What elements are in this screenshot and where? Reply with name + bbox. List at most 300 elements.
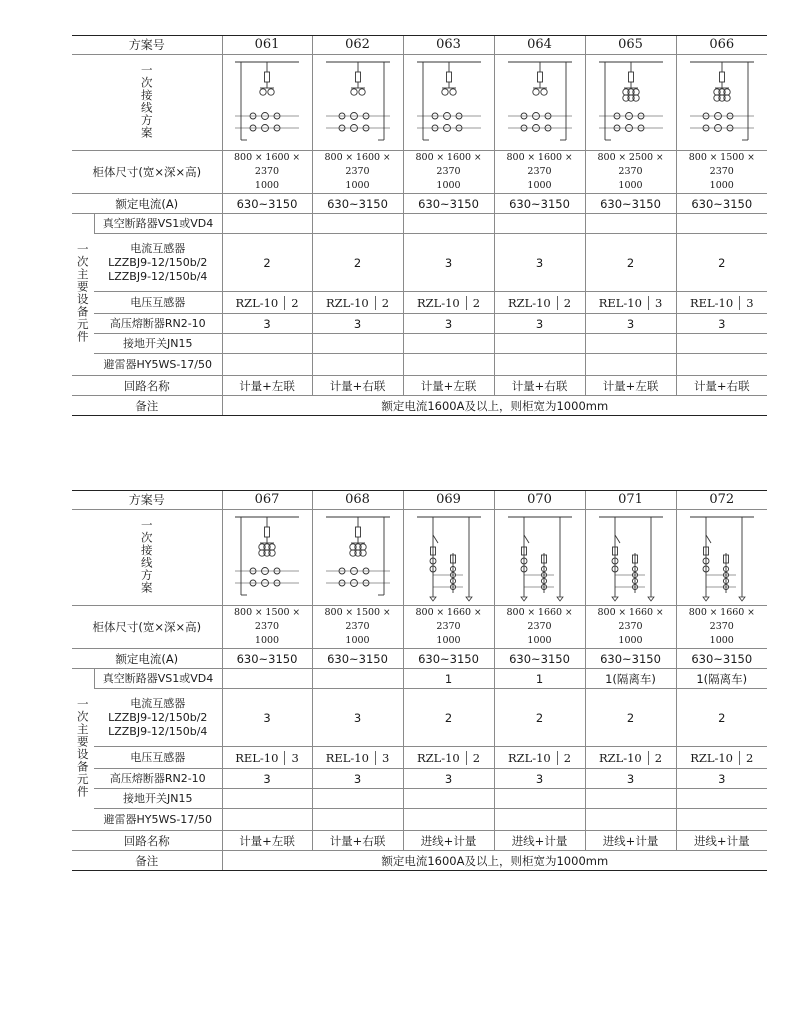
fuse-qty-cell: 3	[312, 314, 403, 334]
row-label-vcb: 真空断路器VS1或VD4	[94, 669, 222, 689]
row-fuse	[72, 769, 767, 789]
vcb-qty-cell	[403, 214, 494, 234]
dimension-line-2	[404, 179, 494, 193]
pt-pair	[223, 296, 312, 310]
row-label-pt: 电压互感器	[94, 292, 222, 314]
row-label-es: 接地开关JN15	[94, 789, 222, 809]
pt-divider	[739, 751, 740, 765]
pt-quantity: 2	[563, 750, 572, 765]
times-sign: ×	[615, 153, 629, 163]
arrester-qty-cell	[403, 809, 494, 831]
ct-qty-cell: 2	[585, 689, 676, 747]
wiring-diagram	[500, 513, 580, 603]
dimension-height: 2370	[618, 621, 643, 632]
ct-qty-cell: 3	[222, 689, 312, 747]
row-fuse	[72, 314, 767, 334]
pt-model: REL-10	[235, 750, 279, 765]
dimension-depth: 1600	[265, 152, 290, 163]
fuse-qty-cell: 3	[676, 314, 767, 334]
arrester-qty-cell	[676, 354, 767, 376]
dimension-line-2	[495, 179, 585, 193]
voltage-transformer-cell	[403, 292, 494, 314]
spec-table-2	[72, 490, 767, 871]
times-sign: ×	[562, 608, 573, 618]
circuit-name-cell: 进线+计量	[403, 831, 494, 851]
dimension-width-alt: 1000	[527, 180, 552, 191]
pt-divider	[557, 751, 558, 765]
vcb-qty-cell: 1	[403, 669, 494, 689]
pt-quantity: 2	[381, 295, 390, 310]
row-es	[72, 334, 767, 354]
times-sign: ×	[380, 153, 391, 163]
voltage-transformer-cell	[494, 747, 585, 769]
arrester-qty-cell	[312, 809, 403, 831]
fuse-qty-cell: 3	[222, 769, 312, 789]
dimension-depth: 1500	[265, 607, 290, 618]
pt-model: REL-10	[689, 295, 734, 310]
dimension-line-1	[495, 151, 585, 179]
dimension-width: 800	[688, 152, 707, 163]
equipment-group-label	[72, 214, 94, 376]
wiring-diagram-cell	[222, 55, 312, 151]
row-label-size: 柜体尺寸(宽×深×高)	[72, 606, 222, 649]
dimension-width: 800	[597, 607, 616, 618]
wiring-diagram	[409, 513, 489, 603]
rated-current-cell: 630~3150	[676, 649, 767, 669]
dimension-width-alt: 1000	[345, 635, 370, 646]
dimension-depth: 1660	[537, 607, 563, 618]
vcb-qty-cell: 1	[494, 669, 585, 689]
row-circuit	[72, 831, 767, 851]
remark-text: 额定电流1600A及以上，则柜宽为1000mm	[222, 851, 767, 871]
row-label-remark: 备注	[72, 396, 222, 416]
times-sign: ×	[706, 608, 721, 618]
dimension-cell	[312, 606, 403, 649]
circuit-name-cell: 计量+右联	[676, 376, 767, 396]
rated-current-cell: 630~3150	[585, 194, 676, 214]
voltage-transformer-cell	[494, 292, 585, 314]
row-head	[72, 36, 767, 55]
ct-qty-cell: 2	[312, 234, 403, 292]
wiring-diagram	[227, 513, 307, 603]
row-arrester	[72, 809, 767, 831]
dimension-depth: 1660	[446, 607, 472, 618]
scheme-number: 068	[312, 491, 403, 510]
dimension-width-alt: 1000	[436, 635, 461, 646]
dimension-cell	[494, 151, 585, 194]
row-head	[72, 491, 767, 510]
voltage-transformer-cell	[585, 747, 676, 769]
pt-divider	[375, 751, 376, 765]
pt-model: REL-10	[598, 295, 642, 310]
times-sign: ×	[562, 153, 573, 163]
circuit-name-cell: 进线+计量	[676, 831, 767, 851]
vcb-qty-cell: 1(隔离车)	[585, 669, 676, 689]
es-qty-cell	[312, 334, 403, 354]
es-qty-cell	[312, 789, 403, 809]
dimension-line-2	[586, 634, 676, 648]
fuse-qty-cell: 3	[403, 314, 494, 334]
ct-qty-cell: 2	[676, 689, 767, 747]
es-qty-cell	[676, 789, 767, 809]
dimension-width-alt: 1000	[709, 180, 734, 191]
pt-divider	[284, 751, 285, 765]
voltage-transformer-cell	[676, 292, 767, 314]
ct-qty-cell: 3	[494, 234, 585, 292]
pt-divider	[557, 296, 558, 310]
wiring-diagram	[318, 513, 398, 603]
row-current	[72, 649, 767, 669]
dimension-line-1	[677, 151, 768, 179]
ct-qty-cell: 2	[403, 689, 494, 747]
voltage-transformer-cell	[312, 292, 403, 314]
dimension-width-alt: 1000	[254, 180, 280, 191]
row-remark	[72, 396, 767, 416]
times-sign: ×	[433, 608, 447, 618]
fuse-qty-cell: 3	[676, 769, 767, 789]
times-sign: ×	[289, 153, 301, 163]
pt-model: RZL-10	[507, 295, 551, 310]
arrester-qty-cell	[585, 809, 676, 831]
row-vcb	[72, 214, 767, 234]
dimension-depth: 1500	[720, 152, 745, 163]
circuit-name-cell: 计量+左联	[403, 376, 494, 396]
pt-divider	[466, 296, 467, 310]
rated-current-cell: 630~3150	[494, 649, 585, 669]
pt-divider	[375, 296, 376, 310]
es-qty-cell	[585, 789, 676, 809]
pt-quantity: 2	[746, 750, 754, 765]
times-sign: ×	[380, 608, 391, 618]
fuse-qty-cell: 3	[312, 769, 403, 789]
pt-pair	[313, 751, 403, 765]
pt-model: RZL-10	[598, 750, 642, 765]
dimension-width-alt: 1000	[345, 180, 370, 191]
pt-model: RZL-10	[690, 750, 733, 765]
wiring-diagram	[682, 58, 762, 148]
dimension-depth: 1600	[446, 152, 472, 163]
row-wiring	[72, 55, 767, 151]
row-label-ct: 电流互感器 LZZBJ9-12/150b/2 LZZBJ9-12/150b/4	[94, 234, 222, 292]
row-arrester	[72, 354, 767, 376]
pt-pair	[313, 296, 403, 310]
voltage-transformer-cell	[676, 747, 767, 769]
row-label-es: 接地开关JN15	[94, 334, 222, 354]
voltage-transformer-cell	[222, 747, 312, 769]
dimension-cell	[494, 606, 585, 649]
row-pt	[72, 747, 767, 769]
dimension-height: 2370	[345, 166, 370, 177]
times-sign: ×	[471, 608, 482, 618]
row-label-circuit: 回路名称	[72, 831, 222, 851]
rated-current-cell: 630~3150	[222, 649, 312, 669]
times-sign: ×	[744, 153, 755, 163]
dimension-line-2	[404, 634, 494, 648]
equipment-group-text: 一次主要设备元件	[75, 698, 90, 798]
dimension-width-alt: 1000	[618, 180, 643, 191]
dimension-line-1	[404, 151, 494, 179]
pt-pair	[495, 751, 585, 765]
row-size	[72, 606, 767, 649]
fuse-qty-cell: 3	[403, 769, 494, 789]
equipment-group-text: 一次主要设备元件	[75, 243, 90, 343]
wiring-diagram-cell	[312, 55, 403, 151]
times-sign: ×	[744, 608, 755, 618]
arrester-qty-cell	[222, 809, 312, 831]
vcb-qty-cell	[312, 214, 403, 234]
dimension-depth: 2500	[628, 152, 654, 163]
pt-pair	[586, 296, 676, 310]
times-sign: ×	[252, 153, 266, 163]
dimension-height: 2370	[709, 621, 734, 632]
dimension-width: 800	[597, 152, 616, 163]
arrester-qty-cell	[585, 354, 676, 376]
wiring-diagram	[591, 513, 671, 603]
fuse-qty-cell: 3	[222, 314, 312, 334]
ct-qty-cell: 2	[585, 234, 676, 292]
wiring-diagram-cell	[585, 55, 676, 151]
ct-qty-cell: 2	[222, 234, 312, 292]
es-qty-cell	[494, 334, 585, 354]
circuit-name-cell: 进线+计量	[494, 831, 585, 851]
pt-quantity: 2	[654, 750, 663, 765]
es-qty-cell	[585, 334, 676, 354]
scheme-number: 062	[312, 36, 403, 55]
row-wiring	[72, 510, 767, 606]
row-ct	[72, 234, 767, 292]
dimension-height: 2370	[254, 166, 280, 177]
pt-quantity: 3	[746, 295, 754, 310]
dimension-cell	[585, 606, 676, 649]
row-es	[72, 789, 767, 809]
pt-divider	[648, 751, 649, 765]
remark-text: 额定电流1600A及以上，则柜宽为1000mm	[222, 396, 767, 416]
pt-pair	[677, 751, 768, 765]
row-pt	[72, 292, 767, 314]
voltage-transformer-cell	[312, 747, 403, 769]
pt-pair	[677, 296, 768, 310]
times-sign: ×	[342, 153, 356, 163]
arrester-qty-cell	[222, 354, 312, 376]
row-label-ct: 电流互感器 LZZBJ9-12/150b/2 LZZBJ9-12/150b/4	[94, 689, 222, 747]
dimension-cell	[312, 151, 403, 194]
pt-divider	[284, 296, 285, 310]
voltage-transformer-cell	[222, 292, 312, 314]
scheme-number: 066	[676, 36, 767, 55]
dimension-line-1	[495, 606, 585, 634]
es-qty-cell	[403, 334, 494, 354]
dimension-depth: 1660	[720, 607, 745, 618]
row-label-fuse: 高压熔断器RN2-10	[94, 769, 222, 789]
pt-divider	[739, 296, 740, 310]
rated-current-cell: 630~3150	[403, 649, 494, 669]
row-label-current: 额定电流(A)	[72, 649, 222, 669]
dimension-line-1	[223, 606, 312, 634]
pt-pair	[586, 751, 676, 765]
dimension-width-alt: 1000	[709, 635, 734, 646]
arrester-qty-cell	[403, 354, 494, 376]
dimension-width: 800	[506, 607, 525, 618]
scheme-number: 065	[585, 36, 676, 55]
dimension-line-2	[223, 634, 312, 648]
wiring-diagram	[318, 58, 398, 148]
times-sign: ×	[342, 608, 356, 618]
row-size	[72, 151, 767, 194]
pt-quantity: 2	[563, 295, 572, 310]
dimension-line-2	[223, 179, 312, 193]
times-sign: ×	[433, 153, 447, 163]
pt-quantity: 3	[654, 295, 663, 310]
wiring-diagram	[591, 58, 671, 148]
dimension-line-1	[313, 151, 403, 179]
row-label-current: 额定电流(A)	[72, 194, 222, 214]
pt-model: RZL-10	[507, 750, 551, 765]
wiring-diagram-cell	[676, 55, 767, 151]
dimension-height: 2370	[527, 166, 552, 177]
scheme-number: 064	[494, 36, 585, 55]
ct-qty-cell: 3	[403, 234, 494, 292]
dimension-cell	[676, 151, 767, 194]
row-circuit	[72, 376, 767, 396]
row-label-size: 柜体尺寸(宽×深×高)	[72, 151, 222, 194]
pt-pair	[223, 751, 312, 765]
dimension-width: 800	[415, 152, 434, 163]
row-label-fuse: 高压熔断器RN2-10	[94, 314, 222, 334]
times-sign: ×	[289, 608, 301, 618]
dimension-width-alt: 1000	[527, 635, 552, 646]
dimension-cell	[222, 606, 312, 649]
wiring-diagram-cell	[222, 510, 312, 606]
row-label-remark: 备注	[72, 851, 222, 871]
wiring-diagram-cell	[312, 510, 403, 606]
dimension-width-alt: 1000	[436, 180, 461, 191]
row-label-wiring	[72, 55, 222, 151]
dimension-cell	[403, 151, 494, 194]
scheme-number: 067	[222, 491, 312, 510]
dimension-line-2	[313, 634, 403, 648]
dimension-line-1	[313, 606, 403, 634]
wiring-diagram-cell	[494, 55, 585, 151]
times-sign: ×	[524, 608, 538, 618]
dimension-depth: 1600	[355, 152, 381, 163]
es-qty-cell	[676, 334, 767, 354]
vcb-qty-cell	[676, 214, 767, 234]
dimension-line-2	[677, 634, 768, 648]
dimension-line-2	[586, 179, 676, 193]
fuse-qty-cell: 3	[494, 314, 585, 334]
dimension-height: 2370	[618, 166, 643, 177]
vcb-qty-cell: 1(隔离车)	[676, 669, 767, 689]
circuit-name-cell: 计量+右联	[494, 376, 585, 396]
dimension-line-2	[313, 179, 403, 193]
ct-qty-cell: 2	[494, 689, 585, 747]
times-sign: ×	[653, 608, 664, 618]
row-label-arrester: 避雷器HY5WS-17/50	[94, 354, 222, 376]
wiring-diagram-cell	[403, 510, 494, 606]
circuit-name-cell: 进线+计量	[585, 831, 676, 851]
dimension-height: 2370	[345, 621, 370, 632]
pt-quantity: 2	[472, 295, 481, 310]
dimension-line-2	[495, 634, 585, 648]
circuit-name-cell: 计量+右联	[312, 831, 403, 851]
row-label-pt: 电压互感器	[94, 747, 222, 769]
wiring-diagram	[682, 513, 762, 603]
dimension-width: 800	[415, 607, 434, 618]
row-remark	[72, 851, 767, 871]
wiring-diagram	[227, 58, 307, 148]
fuse-qty-cell: 3	[585, 769, 676, 789]
header-label: 方案号	[72, 491, 222, 510]
dimension-height: 2370	[709, 166, 734, 177]
scheme-number: 071	[585, 491, 676, 510]
dimension-width-alt: 1000	[254, 635, 280, 646]
dimension-cell	[676, 606, 767, 649]
scheme-number: 072	[676, 491, 767, 510]
es-qty-cell	[222, 334, 312, 354]
wiring-diagram	[409, 58, 489, 148]
dimension-width: 800	[234, 152, 253, 163]
rated-current-cell: 630~3150	[222, 194, 312, 214]
pt-pair	[404, 751, 494, 765]
ct-qty-cell: 2	[676, 234, 767, 292]
dimension-height: 2370	[436, 621, 461, 632]
pt-model: RZL-10	[416, 750, 460, 765]
voltage-transformer-cell	[403, 747, 494, 769]
times-sign: ×	[615, 608, 629, 618]
dimension-cell	[403, 606, 494, 649]
pt-pair	[495, 296, 585, 310]
times-sign: ×	[252, 608, 266, 618]
times-sign: ×	[524, 153, 538, 163]
rated-current-cell: 630~3150	[494, 194, 585, 214]
pt-quantity: 3	[381, 750, 390, 765]
wiring-label-text: 一次接线方案	[139, 518, 154, 594]
spec-table-1	[72, 35, 767, 416]
wiring-diagram-cell	[585, 510, 676, 606]
circuit-name-cell: 计量+左联	[222, 831, 312, 851]
vcb-qty-cell	[312, 669, 403, 689]
vcb-qty-cell	[222, 669, 312, 689]
rated-current-cell: 630~3150	[676, 194, 767, 214]
arrester-qty-cell	[312, 354, 403, 376]
dimension-line-1	[586, 151, 676, 179]
voltage-transformer-cell	[585, 292, 676, 314]
dimension-depth: 1500	[355, 607, 381, 618]
dimension-line-1	[223, 151, 312, 179]
pt-quantity: 3	[291, 750, 299, 765]
rated-current-cell: 630~3150	[403, 194, 494, 214]
dimension-line-1	[677, 606, 768, 634]
pt-quantity: 2	[472, 750, 481, 765]
pt-model: RZL-10	[325, 295, 369, 310]
dimension-width-alt: 1000	[618, 635, 643, 646]
rated-current-cell: 630~3150	[312, 649, 403, 669]
dimension-line-2	[677, 179, 768, 193]
scheme-number: 070	[494, 491, 585, 510]
arrester-qty-cell	[494, 809, 585, 831]
es-qty-cell	[494, 789, 585, 809]
dimension-width: 800	[234, 607, 253, 618]
dimension-width: 800	[688, 607, 707, 618]
header-label: 方案号	[72, 36, 222, 55]
rated-current-cell: 630~3150	[312, 194, 403, 214]
dimension-width: 800	[506, 152, 525, 163]
times-sign: ×	[653, 153, 664, 163]
ct-qty-cell: 3	[312, 689, 403, 747]
dimension-cell	[222, 151, 312, 194]
arrester-qty-cell	[676, 809, 767, 831]
wiring-label-text: 一次接线方案	[139, 63, 154, 139]
